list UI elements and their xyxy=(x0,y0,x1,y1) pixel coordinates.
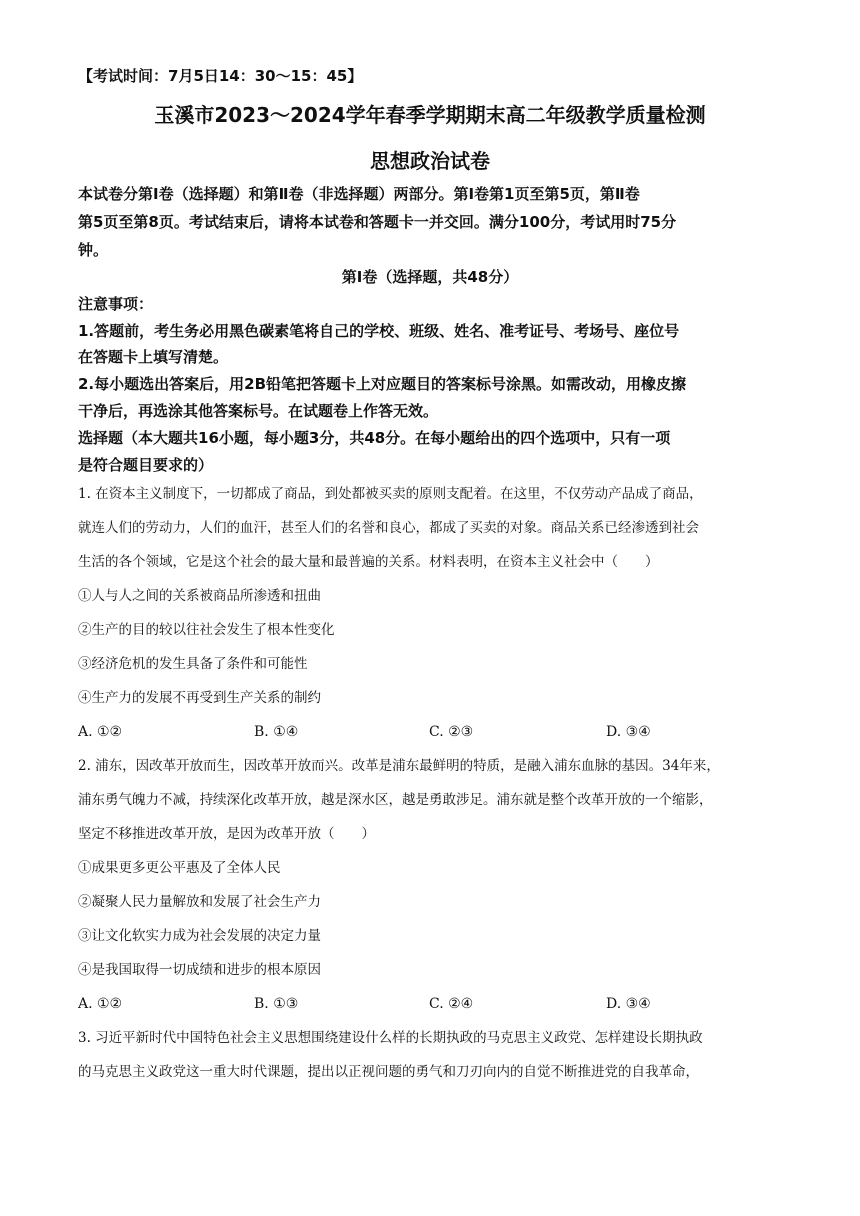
question-2-options xyxy=(78,994,778,1014)
exam-subtitle: 思想政治试卷 xyxy=(370,149,490,173)
option-a: A. ①② xyxy=(78,996,123,1012)
intro-line: 钟。 xyxy=(78,241,109,259)
intro-line: 第5页至第8页。考试结束后，请将本试卷和答题卡一并交回。满分100分，考试用时75分 xyxy=(78,213,677,231)
question-1-stem: 生活的各个领域，它是这个社会的最大量和最普遍的关系。材料表明，在资本主义社会中（ ） xyxy=(78,554,659,570)
option-d: D. ③④ xyxy=(606,996,651,1012)
question-1-stem: 就连人们的劳动力，人们的血汗，甚至人们的名誉和良心，都成了买卖的对象。商品关系已经渗透到社会 xyxy=(78,520,699,536)
notice-line: 2.每小题选出答案后，用2B铅笔把答题卡上对应题目的答案标号涂黑。如需改动，用橡皮擦 xyxy=(78,375,687,393)
exam-time: 【考试时间：7月5日14：30～15：45】 xyxy=(78,67,363,85)
option-b: B. ①④ xyxy=(254,724,299,740)
option-c: C. ②③ xyxy=(429,724,474,740)
option-b: B. ①③ xyxy=(254,996,299,1012)
question-2-stem: 2. 浦东，因改革开放而生，因改革开放而兴。改革是浦东最鲜明的特质，是融入浦东血脉的基因。34年来， xyxy=(78,758,720,774)
question-1-item: ①人与人之间的关系被商品所渗透和扭曲 xyxy=(78,588,321,604)
option-d: D. ③④ xyxy=(606,724,651,740)
question-2-item: ①成果更多更公平惠及了全体人民 xyxy=(78,860,281,876)
intro-line: 本试卷分第Ⅰ卷（选择题）和第Ⅱ卷（非选择题）两部分。第Ⅰ卷第1页至第5页，第Ⅱ卷 xyxy=(78,185,640,203)
exam-title: 玉溪市2023～2024学年春季学期期末高二年级教学质量检测 xyxy=(154,103,706,127)
question-1-item: ②生产的目的较以往社会发生了根本性变化 xyxy=(78,622,335,638)
question-1-item: ③经济危机的发生具备了条件和可能性 xyxy=(78,656,308,672)
notice-heading: 注意事项： xyxy=(78,295,154,313)
question-3-stem: 的马克思主义政党这一重大时代课题，提出以正视问题的勇气和刀刃向内的自觉不断推进党的自我革命， xyxy=(78,1064,699,1080)
question-1-stem: 1. 在资本主义制度下，一切都成了商品，到处都被买卖的原则支配着。在这里，不仅劳动产品成了商品， xyxy=(78,486,703,502)
question-2-item: ③让文化软实力成为社会发展的决定力量 xyxy=(78,928,321,944)
question-2-item: ④是我国取得一切成绩和进步的根本原因 xyxy=(78,962,321,978)
question-2-stem: 坚定不移推进改革开放，是因为改革开放（ ） xyxy=(78,826,375,842)
section-title: 第Ⅰ卷（选择题，共48分） xyxy=(341,268,519,286)
question-2-item: ②凝聚人民力量解放和发展了社会生产力 xyxy=(78,894,321,910)
question-3-stem: 3. 习近平新时代中国特色社会主义思想围绕建设什么样的长期执政的马克思主义政党、怎样建设长期执政 xyxy=(78,1030,703,1046)
notice-line: 1.答题前，考生务必用黑色碳素笔将自己的学校、班级、姓名、准考证号、考场号、座位号 xyxy=(78,322,680,340)
question-2-stem: 浦东勇气魄力不减，持续深化改革开放，越是深水区，越是勇敢涉足。浦东就是整个改革开放的一个缩影， xyxy=(78,792,713,808)
notice-line: 干净后，再选涂其他答案标号。在试题卷上作答无效。 xyxy=(78,402,439,420)
choice-heading: 是符合题目要求的） xyxy=(78,456,214,474)
notice-line: 在答题卡上填写清楚。 xyxy=(78,348,229,366)
choice-heading: 选择题（本大题共16小题，每小题3分，共48分。在每小题给出的四个选项中，只有一项 xyxy=(78,429,671,447)
question-1-item: ④生产力的发展不再受到生产关系的制约 xyxy=(78,690,321,706)
option-a: A. ①② xyxy=(78,724,123,740)
question-1-options xyxy=(78,722,778,742)
option-c: C. ②④ xyxy=(429,996,474,1012)
